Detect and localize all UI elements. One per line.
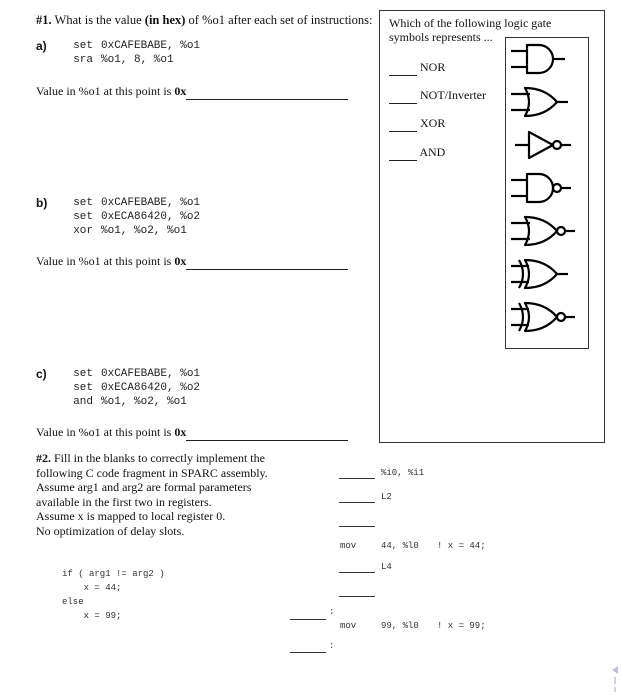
- part-a-value-prompt: Value in %o1 at this point is 0x: [36, 84, 348, 100]
- asm-label-blank-1[interactable]: [290, 619, 326, 620]
- asm-mov-2-comment: ! x = 99;: [437, 621, 486, 631]
- c-code-fragment: if ( arg1 != arg2 ) x = 44; else x = 99;: [62, 569, 165, 621]
- asm-row-2-label: L2: [381, 492, 392, 502]
- asm-mov-1-args: 44, %l0: [381, 541, 419, 551]
- asm-opcode-blank-5[interactable]: [339, 596, 375, 597]
- asm-opcode-blank-4[interactable]: [339, 572, 375, 573]
- gate-option-xor: XOR: [389, 116, 445, 132]
- nor-gate-icon: [511, 217, 575, 245]
- asm-label-blank-2[interactable]: [290, 652, 326, 653]
- scroll-indicator-icon[interactable]: [609, 664, 621, 694]
- gate-answer-blank[interactable]: [389, 88, 417, 104]
- or-gate-icon: [511, 88, 568, 116]
- code-line: set 0xCAFEBABE, %o1: [73, 40, 201, 52]
- part-c-label: c): [36, 367, 47, 381]
- asm-opcode-blank-3[interactable]: [339, 526, 375, 527]
- asm-opcode-blank-2[interactable]: [339, 502, 375, 503]
- code-line: sra %o1, 8, %o1: [73, 54, 174, 66]
- part-b-label: b): [36, 196, 48, 210]
- asm-mov-2-op: mov: [340, 621, 357, 631]
- not-gate-icon: [515, 132, 571, 158]
- asm-mov-2-args: 99, %l0: [381, 621, 419, 631]
- code-line: xor %o1, %o2, %o1: [73, 225, 187, 237]
- xnor-gate-icon: [511, 303, 575, 331]
- part-c-code: [55, 367, 200, 409]
- part-a-answer-blank[interactable]: [186, 84, 348, 100]
- asm-opcode-blank-1[interactable]: [339, 478, 375, 479]
- code-line: set 0xECA86420, %o2: [73, 382, 201, 394]
- asm-mov-1-comment: ! x = 44;: [437, 541, 486, 551]
- part-c-value-prompt: Value in %o1 at this point is 0x: [36, 425, 348, 441]
- part-a-label: a): [36, 39, 47, 53]
- part-a-code: [55, 39, 200, 67]
- question-1-title: #1. What is the value (in hex) of %o1 after each set of instructions:: [36, 13, 373, 27]
- gate-option-nor: NOR: [389, 60, 445, 76]
- logic-gate-question: Which of the following logic gate symbols represents ...: [389, 16, 552, 44]
- code-line: set 0xECA86420, %o2: [73, 211, 201, 223]
- asm-label-colon-1: :: [329, 607, 335, 617]
- nand-gate-icon: [511, 174, 571, 202]
- gate-answer-blank[interactable]: [389, 60, 417, 76]
- asm-label-colon-2: :: [329, 641, 335, 651]
- code-line: and %o1, %o2, %o1: [73, 396, 187, 408]
- code-line: set 0xCAFEBABE, %o1: [73, 368, 201, 380]
- part-b-value-prompt: Value in %o1 at this point is 0x: [36, 254, 348, 270]
- part-b-answer-blank[interactable]: [186, 254, 348, 270]
- xor-gate-icon: [511, 260, 568, 288]
- gate-option-not: NOT/Inverter: [389, 88, 486, 104]
- asm-mov-1-op: mov: [340, 541, 357, 551]
- part-c-answer-blank[interactable]: [186, 425, 348, 441]
- gate-answer-blank[interactable]: [389, 145, 417, 161]
- question-2-text: #2. Fill in the blanks to correctly implement the following C code fragment in SPARC assembly. Assume arg1 and arg2 are formal parameters available in the first two in registers. Assume x is mapped to local register 0. No optimization of delay slots.: [36, 451, 268, 538]
- part-b-code: [55, 196, 200, 238]
- code-line: set 0xCAFEBABE, %o1: [73, 197, 201, 209]
- asm-row-1-operands: %i0, %i1: [381, 468, 425, 478]
- asm-row-4-label: L4: [381, 562, 392, 572]
- gate-option-and: AND: [389, 145, 445, 161]
- gate-answer-blank[interactable]: [389, 116, 417, 132]
- and-gate-icon: [511, 45, 565, 73]
- gate-symbols: [505, 37, 588, 348]
